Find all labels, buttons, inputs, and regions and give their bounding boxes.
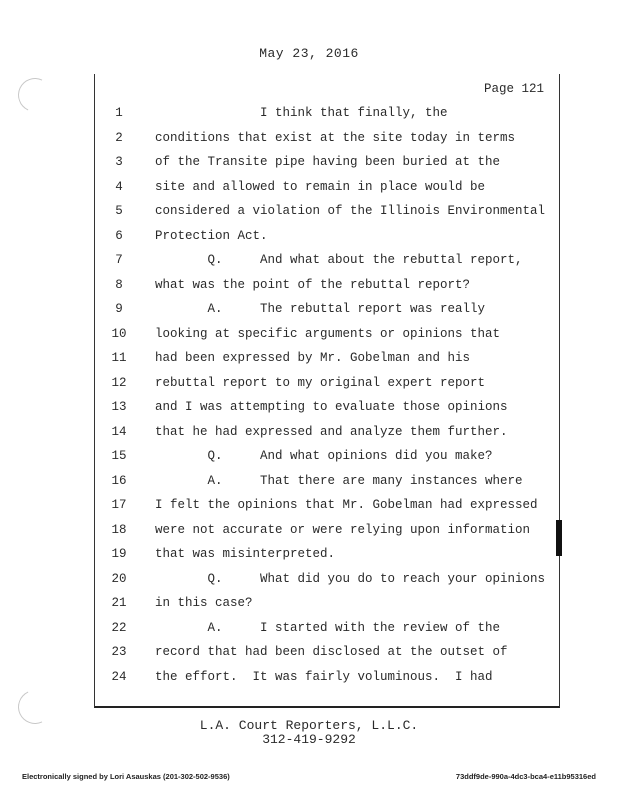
page-number: Page 121	[483, 82, 544, 96]
line-number: 24	[111, 670, 127, 684]
line-number: 12	[111, 376, 127, 390]
transcript-date: May 23, 2016	[259, 46, 359, 61]
line-number: 18	[111, 523, 127, 537]
line-text: Q. And what about the rebuttal report,	[155, 253, 523, 267]
line-text: of the Transite pipe having been buried at the	[155, 155, 501, 169]
line-text: A. That there are many instances where	[155, 474, 523, 488]
line-number: 10	[111, 327, 127, 341]
line-text: conditions that exist at the site today in terms	[155, 131, 516, 145]
line-text: site and allowed to remain in place would be	[155, 180, 486, 194]
line-number: 6	[115, 229, 123, 243]
line-text: A. The rebuttal report was really	[155, 302, 486, 316]
line-text: Protection Act.	[155, 229, 268, 243]
line-text: Q. And what opinions did you make?	[155, 449, 493, 463]
line-text: that was misinterpreted.	[155, 547, 336, 561]
line-number: 9	[115, 302, 123, 316]
line-number: 23	[111, 645, 127, 659]
line-number: 22	[111, 621, 127, 635]
line-number: 1	[115, 106, 123, 120]
line-text: what was the point of the rebuttal report?	[155, 278, 471, 292]
line-text: considered a violation of the Illinois Environmental	[155, 204, 546, 218]
line-number: 14	[111, 425, 127, 439]
reporter-phone: 312-419-9292	[262, 732, 356, 747]
line-number: 3	[115, 155, 123, 169]
line-number: 2	[115, 131, 123, 145]
line-number: 4	[115, 180, 123, 194]
line-number: 17	[111, 498, 127, 512]
line-text: looking at specific arguments or opinions that	[155, 327, 501, 341]
line-number: 20	[111, 572, 127, 586]
line-number: 13	[111, 400, 127, 414]
document-hash: 73ddf9de-990a-4dc3-bca4-e11b95316ed	[455, 772, 596, 781]
line-number: 19	[111, 547, 127, 561]
line-number: 15	[111, 449, 127, 463]
line-number: 21	[111, 596, 127, 610]
electronic-signature-note: Electronically signed by Lori Asauskas (201-302-502-9536)	[22, 772, 230, 781]
line-text: had been expressed by Mr. Gobelman and his	[155, 351, 471, 365]
line-number: 7	[115, 253, 123, 267]
line-text: record that had been disclosed at the outset of	[155, 645, 508, 659]
transcript-page-frame	[94, 74, 560, 708]
line-text: I think that finally, the	[155, 106, 448, 120]
line-text: were not accurate or were relying upon information	[155, 523, 531, 537]
reporter-company: L.A. Court Reporters, L.L.C.	[199, 718, 419, 733]
line-text: rebuttal report to my original expert report	[155, 376, 486, 390]
line-text: A. I started with the review of the	[155, 621, 501, 635]
line-number: 5	[115, 204, 123, 218]
line-text: and I was attempting to evaluate those opinions	[155, 400, 508, 414]
line-number: 16	[111, 474, 127, 488]
line-number: 11	[111, 351, 127, 365]
line-number: 8	[115, 278, 123, 292]
line-text: that he had expressed and analyze them further.	[155, 425, 508, 439]
line-text: I felt the opinions that Mr. Gobelman had expressed	[155, 498, 538, 512]
line-text: in this case?	[155, 596, 253, 610]
hole-punch-mark-top	[13, 73, 57, 117]
line-text: Q. What did you do to reach your opinions	[155, 572, 546, 586]
line-text: the effort. It was fairly voluminous. I had	[155, 670, 493, 684]
margin-mark	[556, 520, 562, 556]
